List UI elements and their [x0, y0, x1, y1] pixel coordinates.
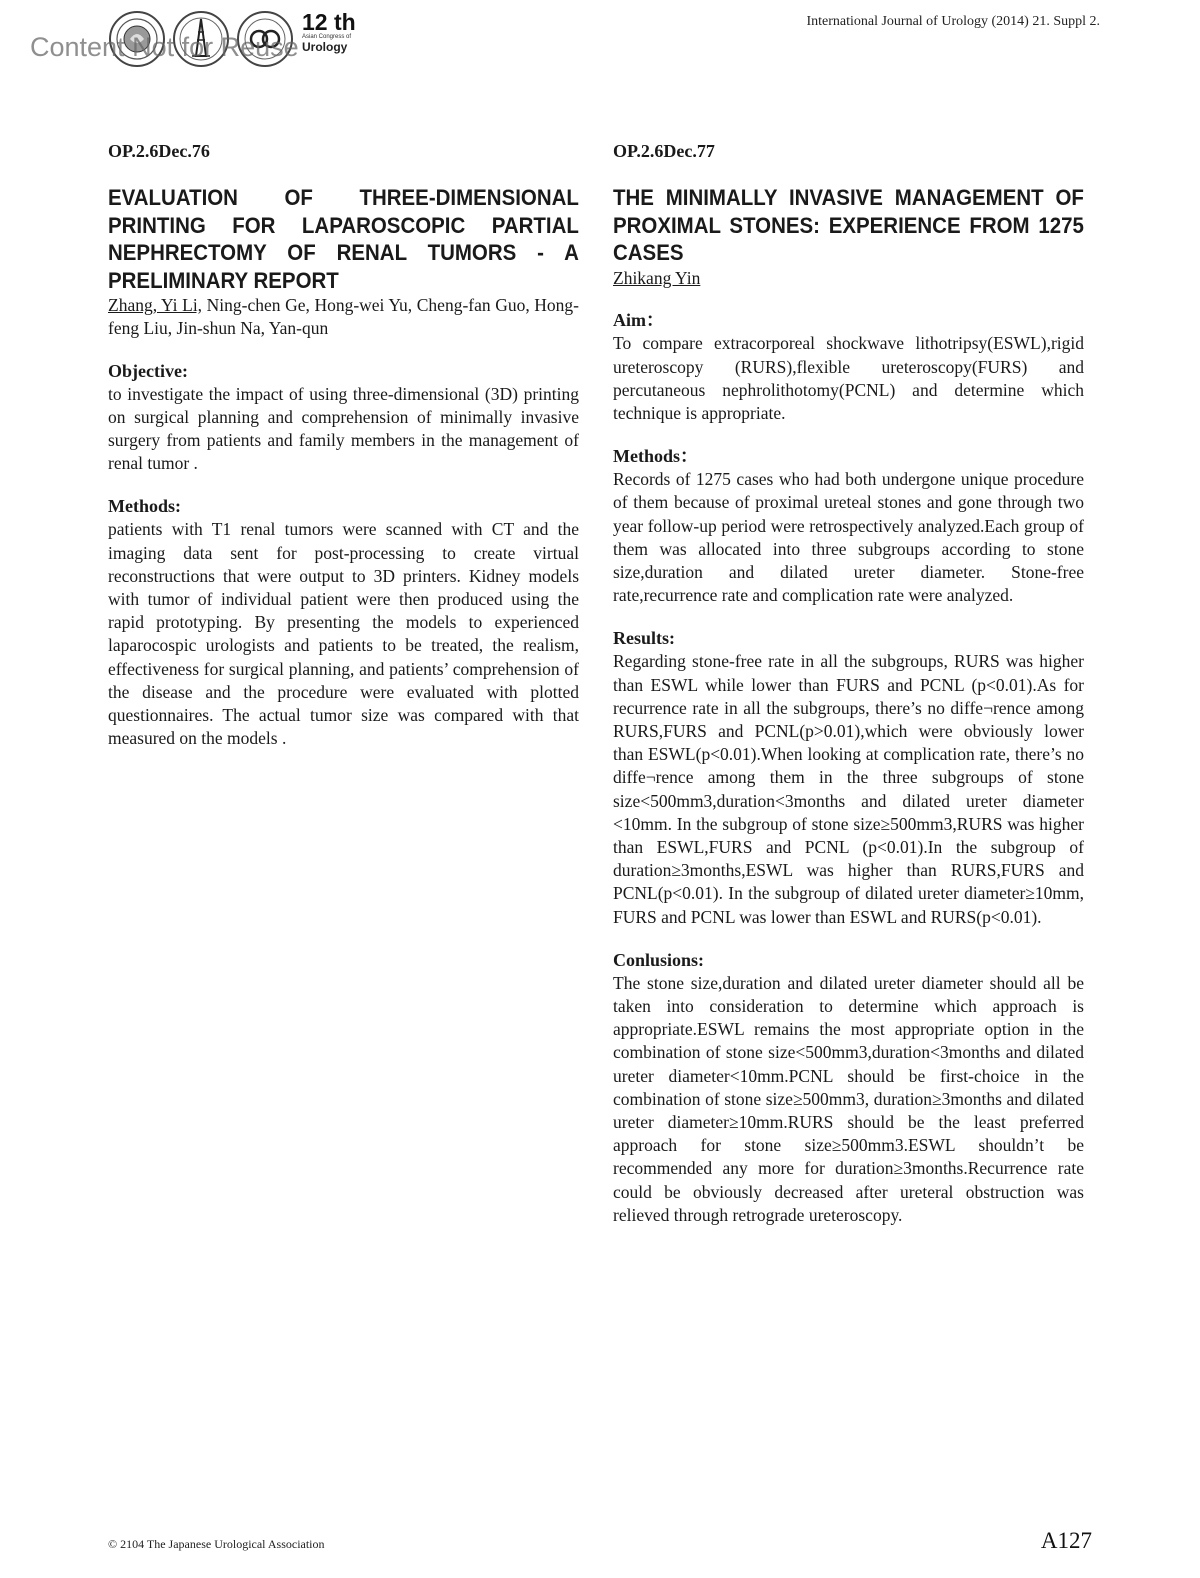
- copyright-notice: © 2104 The Japanese Urological Association: [108, 1537, 325, 1551]
- aim-text: To compare extracorporeal shockwave lithotripsy(ESWL),rigid ureteroscopy (RURS),flexible ureteroscopy(FURS) and percutaneous nephrolithotomy(PCNL) and determine which technique is appropriate.: [613, 333, 1084, 423]
- congress-field: Urology: [302, 40, 348, 54]
- author-list: [613, 267, 1084, 290]
- conclusions-text: The stone size,duration and dilated ureter diameter should all be taken into consideration to determine which approach is appropriate.ESWL remains the most appropriate option in the combination of stone size<500mm3,duration<3months and dilated ureter diameter<10mm.PCNL should be first-choice in the combination of stone size≥500mm3, duration≥3months and dilated ureter diameter≥10mm.RURS should be the least preferred approach for stone size≥500mm3.ESWL shouldn’t be recommended any more for duration≥3months.Recurrence rate could be obviously decreased after ureteral obstruction was relieved through retrograde ureteroscopy.: [613, 972, 1084, 1225]
- abstract-right: [613, 140, 1084, 1227]
- abstract-code: OP.2.6Dec.76: [108, 141, 210, 161]
- author-list: [108, 294, 579, 340]
- methods-text: Records of 1275 cases who had both undergone unique procedure of them because of proximal ureteal stones and gone through two year follow-up period were retrospectively analyzed.Each group of them was allocated into three subgroups according to stone size,duration and dilated ureter diameter. Stone-free rate,recurrence rate and complication rate were analyzed.: [613, 469, 1084, 606]
- journal-citation: International Journal of Urology (2014) 21. Suppl 2.: [806, 14, 1100, 29]
- abstract-left: [108, 140, 579, 750]
- abstract-title: EVALUATION OF THREE-DIMENSIONAL PRINTING FOR LAPAROSCOPIC PARTIAL NEPHRECTOMY OF RENAL TUMORS - A PRELIMINARY REPORT: [108, 185, 579, 293]
- results-text: Regarding stone-free rate in all the subgroups, RURS was higher than ESWL while lower than FURS and PCNL (p<0.01).As for recurrence rate in all the subgroups, there’s no diffe¬rence among RURS,FURS and PCNL(p>0.01),which were obviously lower than ESWL(p<0.01).When looking at complication rate, there’s no diffe¬rence among them in the three subgroups of stone size<500mm3,duration<3months and dilated ureter diameter <10mm. In the subgroup of stone size≥500mm3,RURS was higher than ESWL,FURS and PCNL (p<0.01).In the subgroup of duration≥3months,ESWL was higher than RURS,FURS and PCNL(p<0.01). In the subgroup of dilated ureter diameter≥10mm, FURS and PCNL was lower than ESWL and RURS(p<0.01).: [613, 651, 1084, 927]
- conclusions-heading: Conlusions:: [613, 949, 705, 970]
- congress-edition: 12 th: [302, 9, 356, 35]
- congress-subtitle: Asian Congress of: [302, 34, 352, 40]
- watermark: Content Not for Reuse: [30, 32, 299, 62]
- objective-heading: Objective:: [108, 360, 188, 381]
- abstract-code: OP.2.6Dec.77: [613, 141, 715, 161]
- first-author: Zhang, Yi Li,: [108, 295, 203, 315]
- methods-heading: Methods：: [613, 446, 698, 467]
- methods-heading: Methods:: [108, 496, 181, 517]
- co-authors: Ning-chen Ge, Hong-wei Yu, Cheng-fan Guo, Hong-feng Liu, Jin-shun Na, Yan-qun: [108, 295, 579, 338]
- congress-badge: [302, 10, 372, 53]
- objective-text: to investigate the impact of using three-dimensional (3D) printing on surgical planning and comprehension of minimally invasive surgery from patients and family members in the management of renal tumor .: [108, 383, 579, 474]
- page-number: A127: [1040, 1528, 1092, 1553]
- aim-heading: Aim：: [613, 310, 664, 331]
- methods-text: patients with T1 renal tumors were scanned with CT and the imaging data sent for post-processing to create virtual reconstructions that were output to 3D printers. Kidney models with tumor of individual patient were then produced using the rapid prototyping. By presenting the models to experienced laparocospic urologists and patients to be treated, the realism, effectiveness for surgical planning, and patients’ comprehension of the disease and the procedure were evaluated with plotted questionnaires. The actual tumor size was compared with that measured on the models .: [108, 519, 579, 749]
- author-name: Zhikang Yin: [613, 267, 701, 288]
- abstract-title: THE MINIMALLY INVASIVE MANAGEMENT OF PROXIMAL STONES: EXPERIENCE FROM 1275 CASES: [613, 185, 1084, 265]
- results-heading: Results:: [613, 628, 675, 649]
